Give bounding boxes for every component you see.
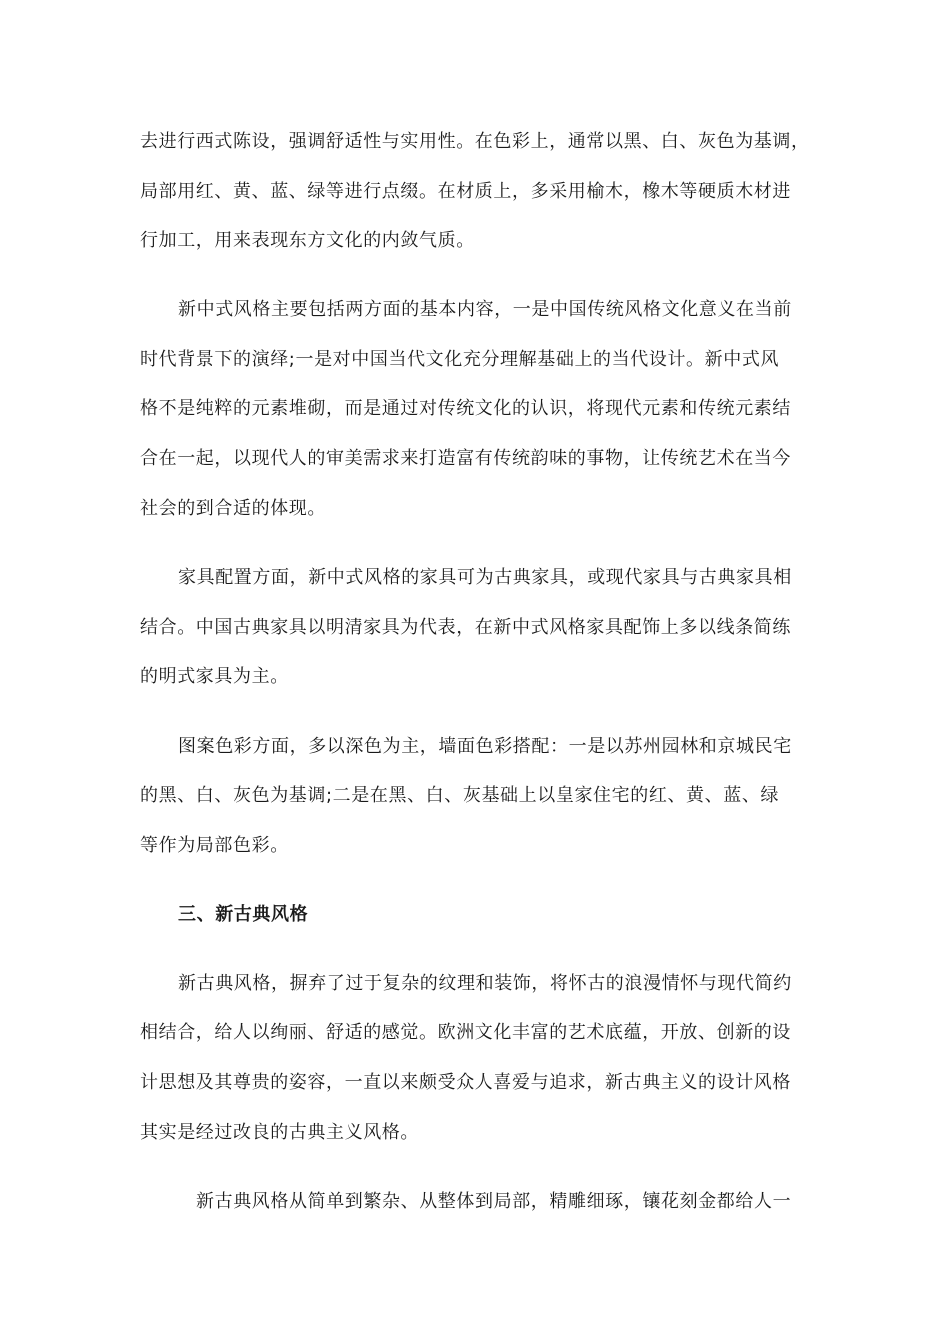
paragraph-line: 家具配置方面，新中式风格的家具可为古典家具，或现代家具与古典家具相 <box>178 567 792 588</box>
paragraph-line: 其实是经过改良的古典主义风格。 <box>140 1122 419 1143</box>
paragraph-line: 新中式风格主要包括两方面的基本内容，一是中国传统风格文化意义在当前 <box>178 299 792 320</box>
paragraph-line: 的明式家具为主。 <box>140 666 289 687</box>
paragraph-line: 计思想及其尊贵的姿容，一直以来颇受众人喜爱与追求，新古典主义的设计风格 <box>140 1072 791 1093</box>
paragraph-line: 新古典风格，摒弃了过于复杂的纹理和装饰，将怀古的浪漫情怀与现代简约 <box>178 973 792 994</box>
paragraph-line: 局部用红、黄、蓝、绿等进行点缀。在材质上，多采用榆木，橡木等硬质木材进 <box>140 181 791 202</box>
paragraph-line: 的黑、白、灰色为基调;二是在黑、白、灰基础上以皇家住宅的红、黄、蓝、绿 <box>140 785 780 806</box>
paragraph-line: 行加工，用来表现东方文化的内敛气质。 <box>140 230 475 251</box>
paragraph-line: 去进行西式陈设，强调舒适性与实用性。在色彩上，通常以黑、白、灰色为基调， <box>140 131 810 152</box>
paragraph-line: 时代背景下的演绎;一是对中国当代文化充分理解基础上的当代设计。新中式风 <box>140 349 780 370</box>
paragraph-line: 格不是纯粹的元素堆砌，而是通过对传统文化的认识，将现代元素和传统元素结 <box>140 398 791 419</box>
paragraph-line: 社会的到合适的体现。 <box>140 498 326 519</box>
paragraph-line: 等作为局部色彩。 <box>140 835 289 856</box>
paragraph-line: 结合。中国古典家具以明清家具为代表，在新中式风格家具配饰上多以线条简练 <box>140 617 791 638</box>
paragraph-line: 图案色彩方面，多以深色为主，墙面色彩搭配：一是以苏州园林和京城民宅 <box>178 736 792 757</box>
paragraph-line: 相结合，给人以绚丽、舒适的感觉。欧洲文化丰富的艺术底蕴，开放、创新的设 <box>140 1022 791 1043</box>
paragraph-line: 新古典风格从简单到繁杂、从整体到局部，精雕细琢，镶花刻金都给人一 <box>196 1191 792 1212</box>
paragraph-line: 合在一起，以现代人的审美需求来打造富有传统韵味的事物，让传统艺术在当今 <box>140 448 791 469</box>
section-heading: 三、新古典风格 <box>178 904 309 925</box>
